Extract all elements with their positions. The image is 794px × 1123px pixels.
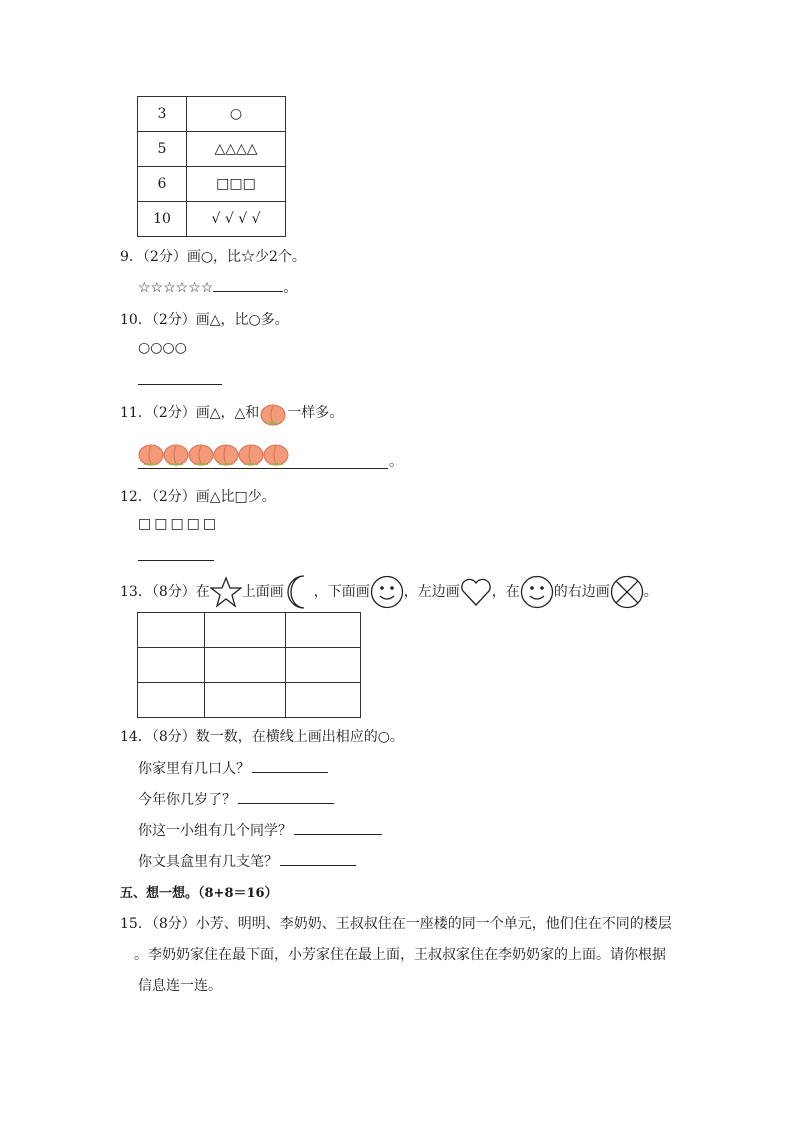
grid-cell[interactable] [205,613,286,648]
table-cell-symbols: △△△△ [187,132,286,167]
grid-cell[interactable] [205,648,286,683]
q10-answer-blank[interactable] [138,370,222,385]
q10-stem: 10．（2分）画△，比○多。 [120,312,289,328]
q15-line-3: 信息连一连。 [138,978,222,994]
q9-stars: ☆☆☆☆☆☆ [138,280,214,296]
q14-question-text: 你家里有几口人？ [138,761,250,777]
q9-stem: 9．（2分）画○，比☆少2个。 [120,249,306,265]
grid-cell[interactable] [286,613,361,648]
grid-cell[interactable] [286,648,361,683]
grid-cell[interactable] [138,648,205,683]
grid-cell[interactable] [138,613,205,648]
smiley-face-icon [520,575,554,609]
section-5-title: 五、想一想。（8+8＝16） [120,886,278,901]
peach-icon [214,445,238,465]
q9-end: 。 [283,280,298,296]
q11-peach-row[interactable] [138,442,388,469]
smiley-face-icon [370,575,404,609]
q13-stem [120,573,658,611]
grid-cell[interactable] [205,683,286,718]
q13-text-5: ，在 [491,584,520,600]
crossed-circle-icon [610,575,644,609]
table-cell-num: 5 [138,132,187,167]
moon-icon [284,574,314,610]
heart-icon [460,577,492,607]
grid-cell[interactable] [286,683,361,718]
q11-stem [120,398,343,428]
q14-answer-blank[interactable] [294,820,382,835]
q11-end: 。 [389,454,403,470]
q14-answer-blank[interactable] [280,851,356,866]
star-icon [210,576,242,608]
q13-text-7: 。 [643,584,658,600]
peach-icon [239,445,263,465]
table-cell-symbols: □□□ [187,167,286,202]
q11-stem-a: 11．（2分）画△，△和 [120,405,260,421]
q14-question-text: 你文具盒里有几支笔？ [138,854,278,870]
q12-squares: □□□□□ [138,516,220,532]
q12-stem: 12．（2分）画△比□少。 [120,489,276,505]
q15-line-1: 15．（8分）小芳、明明、李奶奶、王叔叔住在一座楼的同一个单元，他们住在不同的楼层 [120,916,672,932]
q13-text-4: ，左边画 [403,584,460,600]
q12-answer-blank[interactable] [138,546,214,561]
q14-question-text: 今年你几岁了？ [138,792,236,808]
peach-icon [264,445,288,465]
table-cell-num: 6 [138,167,187,202]
q9-answer-row [138,277,297,297]
q15-line-2: 。李奶奶家住在最下面，小芳家住在最上面，王叔叔家住在李奶奶家的上面。请你根据 [134,947,666,963]
q13-text-3: ，下面画 [313,584,370,600]
table-cell-num: 3 [138,97,187,132]
grid-cell[interactable] [138,683,205,718]
peach-icon [164,445,188,465]
peach-row-icons [138,442,388,468]
q9-answer-blank[interactable] [213,277,283,292]
symbol-table [137,96,286,237]
q13-text-6: 的右边画 [553,584,610,600]
q14-stem: 14．（8分）数一数，在横线上画出相应的○。 [120,729,404,745]
q10-circles: ○○○○ [138,340,187,356]
peach-icon [259,400,287,426]
q14-answer-blank[interactable] [252,758,328,773]
q13-drawing-grid[interactable] [137,612,361,718]
q14-line-1 [138,758,328,778]
table-cell-symbols: √ √ √ √ [187,202,286,237]
q14-question-text: 你这一小组有几个同学？ [138,823,292,839]
q11-stem-b: 一样多。 [287,405,344,421]
q13-text-2: 上面画 [241,584,284,600]
q13-text-1: 13．（8分）在 [120,584,210,600]
table-cell-symbols: ○ [187,97,286,132]
q14-line-3 [138,820,382,840]
peach-icon [139,445,163,465]
q14-line-2 [138,789,334,809]
peach-icon [189,445,213,465]
q14-line-4 [138,851,356,871]
table-cell-num: 10 [138,202,187,237]
q14-answer-blank[interactable] [238,789,334,804]
